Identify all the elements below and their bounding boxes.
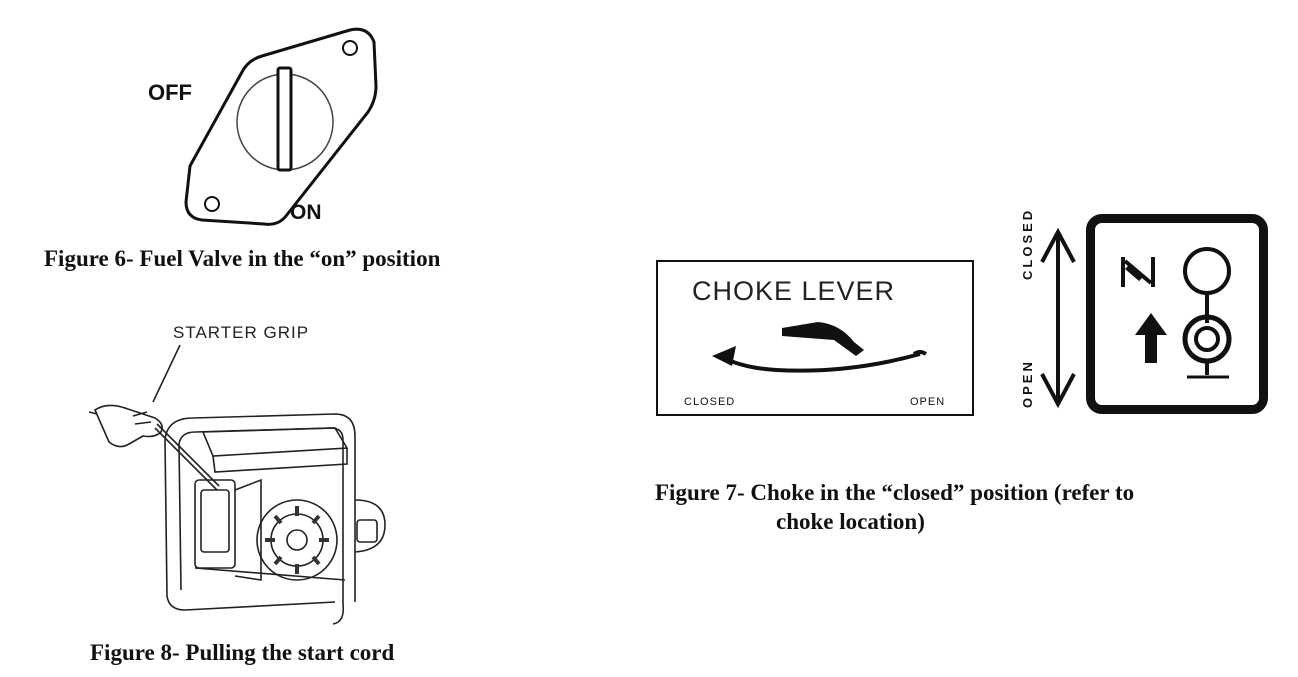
bolt-hole [205,197,219,211]
choke-arrow-icon [658,262,976,418]
on-label: ON [290,201,322,224]
choke-lever-panel [656,260,974,416]
bolt-hole [343,41,357,55]
choke-symbol-icon [1095,223,1259,405]
generator-illustration [85,340,415,630]
off-label: OFF [148,80,192,105]
valve-lever [278,68,291,170]
figure-8 [85,340,415,630]
figure-7-caption-line2: choke location) [776,509,925,534]
figure-7-caption-line1: Figure 7- Choke in the “closed” position (refer to [655,480,1135,505]
closed-small-label: CLOSED [684,396,736,408]
vertical-open-label: OPEN [1020,359,1035,408]
double-arrow-icon [1038,222,1078,414]
figure-6-caption: Figure 6- Fuel Valve in the “on” position [44,246,441,271]
choke-lever-title: CHOKE LEVER [692,276,896,306]
choke-symbol-box [1086,214,1268,414]
figure-8-caption: Figure 8- Pulling the start cord [90,640,395,665]
fuel-valve-icon [140,20,400,235]
starter-grip-label: STARTER GRIP [173,323,310,342]
figure-6 [140,20,400,235]
vertical-closed-label: CLOSED [1020,207,1035,280]
open-small-label: OPEN [910,396,946,408]
